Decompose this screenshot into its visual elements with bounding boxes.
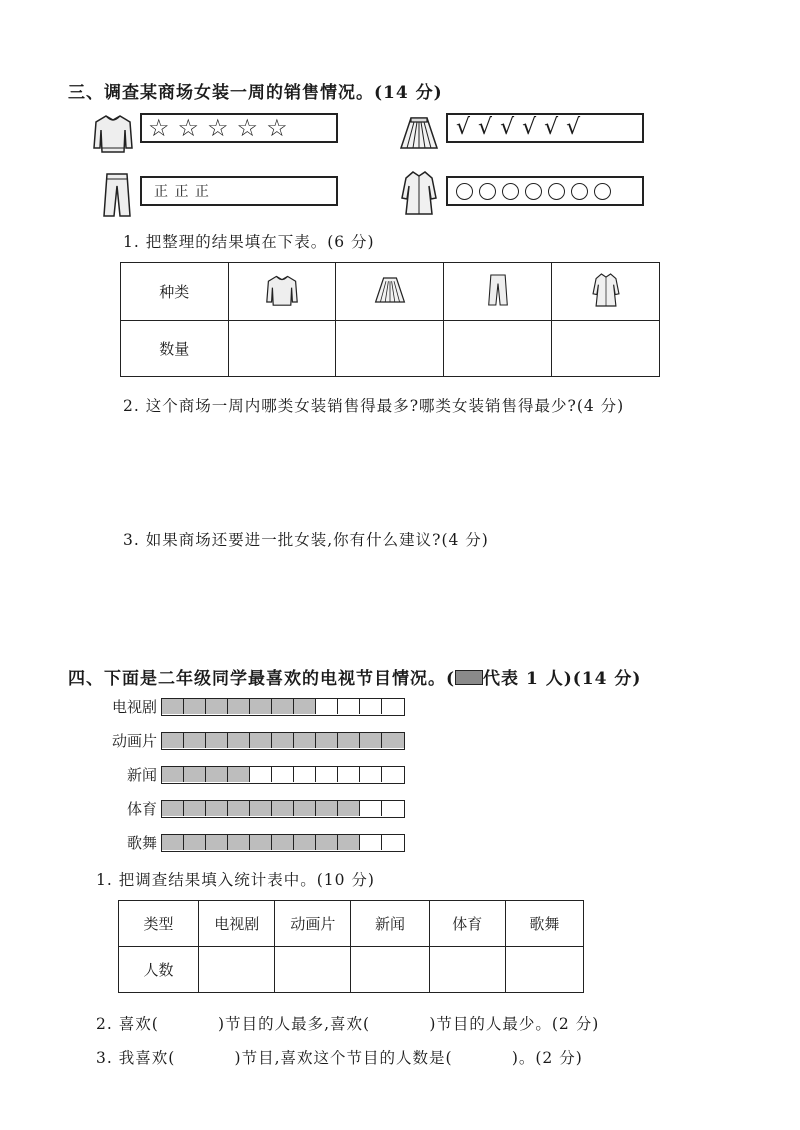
table-header-cell: 动画片 — [275, 901, 351, 947]
filled-cell — [272, 733, 294, 748]
filled-cell — [294, 801, 316, 816]
pants-icon — [483, 269, 513, 311]
check-tally-mark: √ — [544, 115, 559, 140]
empty-cell — [316, 699, 338, 714]
sweater-icon — [265, 270, 299, 310]
filled-cell — [184, 801, 206, 816]
table-label-people: 人数 — [119, 947, 199, 993]
filled-cell — [184, 835, 206, 850]
pictograph-cells — [161, 732, 405, 750]
table-cell-pants — [444, 263, 552, 321]
dress-tally-box — [446, 176, 644, 206]
table-label-kind: 种类 — [121, 263, 229, 321]
pictograph-row-label: 动画片 — [111, 732, 157, 750]
filled-cell — [162, 767, 184, 782]
filled-cell — [272, 835, 294, 850]
filled-cell — [294, 733, 316, 748]
pictograph-cells — [161, 766, 405, 784]
clothing-table — [120, 262, 660, 377]
circle-tally-mark — [479, 183, 496, 200]
star-tally-mark: ☆ — [236, 114, 259, 142]
filled-cell — [250, 835, 272, 850]
empty-cell — [316, 767, 338, 782]
answer-cell[interactable] — [199, 947, 275, 993]
filled-cell — [316, 835, 338, 850]
filled-cell — [382, 733, 404, 748]
table-header-cell: 歌舞 — [505, 901, 583, 947]
table-label-count: 数量 — [121, 321, 229, 377]
star-tally-mark: ☆ — [207, 114, 229, 142]
section4-title-legend: 代表 1 人)(14 分) — [483, 669, 642, 689]
pictograph-row-label: 体育 — [126, 800, 157, 818]
filled-cell — [272, 801, 294, 816]
check-tally-mark: √ — [456, 115, 471, 140]
table-header-cell: 体育 — [429, 901, 505, 947]
skirt-icon — [398, 108, 440, 158]
circle-tally-mark — [502, 183, 519, 200]
empty-cell — [382, 767, 404, 782]
pictograph-row-label: 歌舞 — [126, 834, 157, 852]
pictograph-cells — [161, 698, 405, 716]
skirt-tally-box — [446, 113, 644, 143]
pictograph-row — [95, 732, 435, 750]
section4-title-text: 四、下面是二年级同学最喜欢的电视节目情况。( — [68, 669, 456, 689]
answer-cell[interactable] — [228, 321, 336, 377]
answer-cell[interactable] — [336, 321, 444, 377]
empty-cell — [382, 835, 404, 850]
filled-cell — [184, 733, 206, 748]
pants-icon — [96, 170, 138, 220]
check-tally-mark: √ — [478, 115, 493, 140]
filled-cell — [294, 835, 316, 850]
filled-cell — [206, 801, 228, 816]
empty-cell — [382, 801, 404, 816]
answer-cell[interactable] — [505, 947, 583, 993]
star-tally-mark: ☆ — [266, 114, 288, 142]
star-tally-mark: ☆ — [177, 114, 200, 142]
filled-cell — [294, 699, 316, 714]
table-cell-skirt — [336, 263, 444, 321]
pants-tally-box — [140, 176, 338, 206]
filled-cell — [206, 733, 228, 748]
star-tally-mark: ☆ — [148, 114, 170, 142]
filled-cell — [228, 801, 250, 816]
pictograph-row — [95, 698, 435, 716]
section4-question-2: 2. 喜欢( )节目的人最多,喜欢( )节目的人最少。(2 分) — [96, 1015, 600, 1033]
filled-cell — [228, 733, 250, 748]
empty-cell — [360, 767, 382, 782]
pictograph-row-label: 新闻 — [126, 766, 157, 784]
section3-question-3: 3. 如果商场还要进一批女装,你有什么建议?(4 分) — [123, 531, 489, 549]
section4-title — [68, 664, 641, 689]
filled-cell — [338, 835, 360, 850]
pictograph-row — [95, 800, 435, 818]
tv-program-table — [118, 900, 584, 993]
empty-cell — [338, 699, 360, 714]
check-tally-mark: √ — [522, 115, 537, 140]
table-cell-dress — [552, 263, 660, 321]
filled-cell — [162, 699, 184, 714]
filled-cell — [228, 699, 250, 714]
section4-question-1: 1. 把调查结果填入统计表中。(10 分) — [96, 871, 375, 889]
filled-cell — [272, 699, 294, 714]
answer-cell[interactable] — [351, 947, 429, 993]
filled-cell — [250, 733, 272, 748]
circle-tally-mark — [571, 183, 588, 200]
empty-cell — [360, 835, 382, 850]
filled-cell — [162, 801, 184, 816]
sweater-icon — [92, 108, 134, 158]
answer-cell[interactable] — [275, 947, 351, 993]
circle-tally-mark — [594, 183, 611, 200]
circle-tally-mark — [456, 183, 473, 200]
filled-cell — [206, 835, 228, 850]
section3-title: 三、调查某商场女装一周的销售情况。(14 分) — [68, 83, 443, 103]
filled-cell — [206, 767, 228, 782]
legend-swatch — [455, 670, 483, 685]
answer-cell[interactable] — [444, 321, 552, 377]
empty-cell — [382, 699, 404, 714]
check-tally-mark: √ — [566, 115, 581, 140]
circle-tally-mark — [525, 183, 542, 200]
skirt-icon — [370, 270, 410, 310]
check-tally-mark: √ — [500, 115, 515, 140]
filled-cell — [360, 733, 382, 748]
circle-tally-mark — [548, 183, 565, 200]
empty-cell — [338, 767, 360, 782]
answer-cell[interactable] — [429, 947, 505, 993]
table-header-cell: 电视剧 — [199, 901, 275, 947]
pictograph-row — [95, 766, 435, 784]
filled-cell — [206, 699, 228, 714]
section4-question-3: 3. 我喜欢( )节目,喜欢这个节目的人数是( )。(2 分) — [96, 1049, 583, 1067]
empty-cell — [360, 801, 382, 816]
filled-cell — [228, 767, 250, 782]
dress-icon — [398, 168, 440, 218]
sweater-tally-box — [140, 113, 338, 143]
pictograph-cells — [161, 834, 405, 852]
empty-cell — [250, 767, 272, 782]
dress-icon — [590, 269, 622, 311]
table-cell-sweater — [228, 263, 336, 321]
filled-cell — [338, 733, 360, 748]
table-header-cell: 类型 — [119, 901, 199, 947]
filled-cell — [162, 835, 184, 850]
pictograph-row — [95, 834, 435, 852]
filled-cell — [184, 767, 206, 782]
empty-cell — [294, 767, 316, 782]
pictograph-cells — [161, 800, 405, 818]
pictograph-row-label: 电视剧 — [111, 698, 157, 716]
filled-cell — [162, 733, 184, 748]
filled-cell — [228, 835, 250, 850]
filled-cell — [184, 699, 206, 714]
empty-cell — [272, 767, 294, 782]
filled-cell — [338, 801, 360, 816]
section3-question-2: 2. 这个商场一周内哪类女装销售得最多?哪类女装销售得最少?(4 分) — [123, 397, 625, 415]
section3-question-1: 1. 把整理的结果填在下表。(6 分) — [123, 233, 375, 251]
answer-cell[interactable] — [552, 321, 660, 377]
empty-cell — [360, 699, 382, 714]
pants-tally-text: 正 正 正 — [154, 184, 210, 200]
filled-cell — [250, 801, 272, 816]
filled-cell — [316, 733, 338, 748]
table-header-cell: 新闻 — [351, 901, 429, 947]
filled-cell — [316, 801, 338, 816]
filled-cell — [250, 699, 272, 714]
